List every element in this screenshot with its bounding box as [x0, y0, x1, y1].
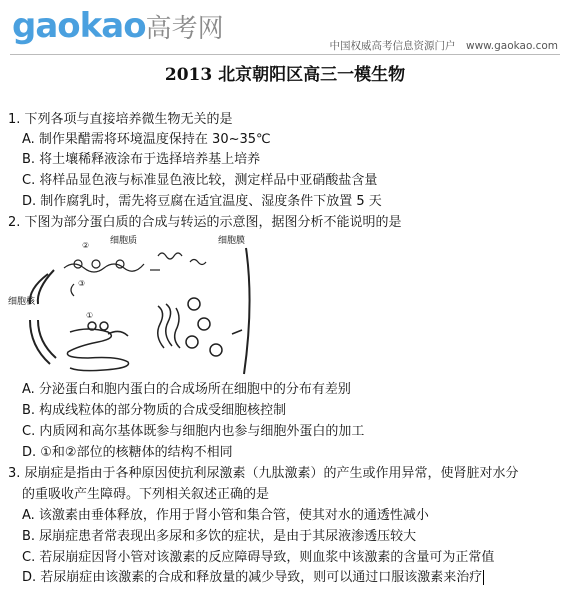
question-1-stem: 1. 下列各项与直接培养微生物无关的是: [8, 112, 233, 127]
label-cytoplasm: 细胞质: [110, 236, 138, 246]
question-3-option-d: D. 若尿崩症由该激素的合成和释放量的减少导致，则可以通过口服该激素来治疗: [22, 570, 483, 585]
question-1-option-a: A. 制作果醋需将环境温度保持在 30~35℃: [22, 132, 271, 147]
site-tagline: 中国权威高考信息资源门户 www.gaokao.com: [329, 40, 558, 52]
question-3-option-c: C. 若尿崩症因肾小管对该激素的反应障碍导致，则血浆中该激素的含量可为正常值: [22, 550, 495, 565]
question-2-option-b: B. 构成线粒体的部分物质的合成受细胞核控制: [22, 403, 287, 418]
page-title: 2013 北京朝阳区高三一模生物: [164, 65, 406, 85]
endoplasmic-reticulum: [67, 311, 128, 371]
question-1-option-c: C. 将样品显色液与标准显色液比较，测定样品中亚硝酸盐含量: [22, 173, 378, 188]
question-1-option-d: D. 制作腐乳时，需先将豆腐在适宜温度、湿度条件下放置 5 天: [22, 194, 382, 209]
question-2-stem: 2. 下图为部分蛋白质的合成与转运的示意图，据图分析不能说明的是: [8, 215, 402, 230]
mrna-and-ribosomes: [64, 241, 206, 296]
protein-synthesis-diagram: [8, 234, 258, 379]
cell-membrane: [244, 248, 250, 374]
logo-cn-text: 高考网: [145, 14, 224, 44]
label-nucleus: 细胞核: [8, 297, 36, 307]
text-cursor: [483, 570, 484, 585]
label-cell-membrane: 细胞膜: [218, 236, 246, 246]
golgi-and-vesicles: [158, 298, 242, 356]
svg-text:①: ①: [86, 311, 94, 320]
header-divider: [10, 54, 560, 55]
question-3-option-a: A. 该激素由垂体释放，作用于肾小管和集合管，使其对水的通透性减小: [22, 508, 429, 523]
question-2-option-d: D. ①和②部位的核糖体的结构不相同: [22, 445, 233, 460]
question-2-option-c: C. 内质网和高尔基体既参与细胞内也参与细胞外蛋白的加工: [22, 424, 365, 439]
question-3-stem-line-1: 3. 尿崩症是指由于各种原因使抗利尿激素（九肽激素）的产生或作用异常，使肾脏对水分: [8, 466, 519, 481]
logo-text: gaokao: [12, 6, 146, 46]
nuclear-envelope: [30, 270, 56, 364]
page-header: [0, 0, 570, 56]
question-2-option-a: A. 分泌蛋白和胞内蛋白的合成场所在细胞中的分布有差别: [22, 382, 351, 397]
svg-text:③: ③: [78, 279, 86, 288]
gaokao-logo[interactable]: [12, 6, 224, 46]
question-3-stem-line-2: 的重吸收产生障碍。下列相关叙述正确的是: [22, 487, 270, 502]
svg-text:②: ②: [82, 241, 90, 250]
question-3-option-b: B. 尿崩症患者常表现出多尿和多饮的症状，是由于其尿液渗透压较大: [22, 529, 417, 544]
question-1-option-b: B. 将土壤稀释液涂布于选择培养基上培养: [22, 152, 261, 167]
question-3-option-d-row: [22, 568, 484, 588]
